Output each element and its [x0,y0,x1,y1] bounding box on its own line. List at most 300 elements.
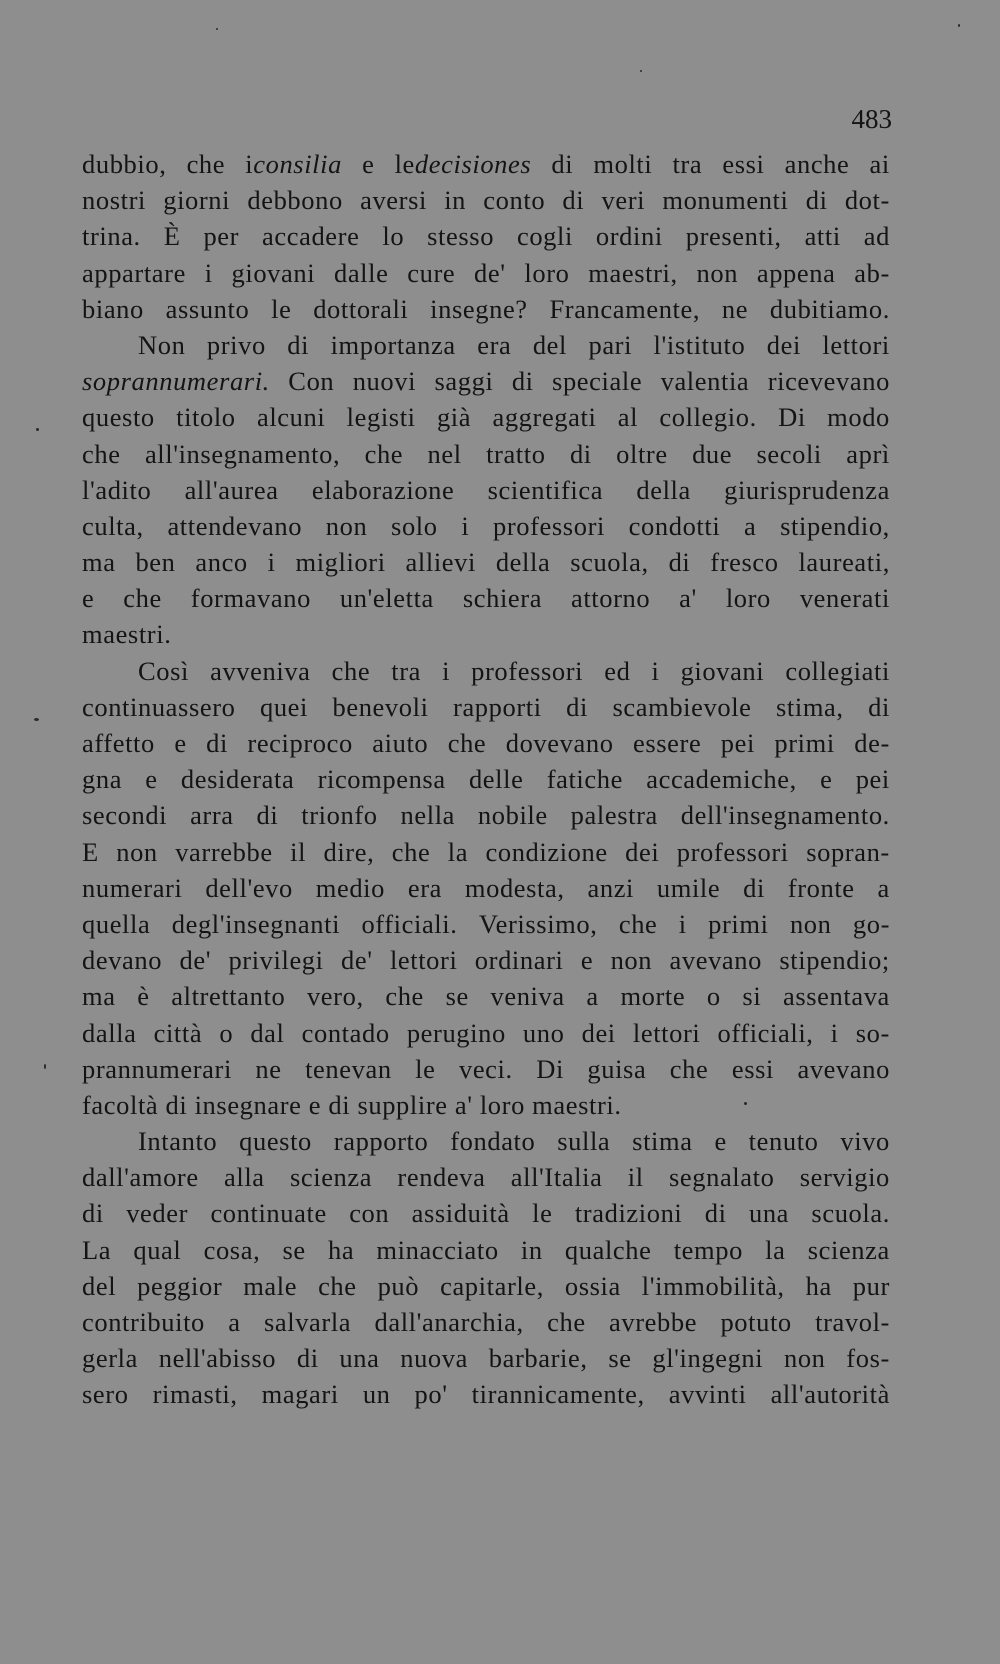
word [283,1232,306,1268]
word [720,1304,791,1340]
word-part: veniva [490,981,565,1012]
scan-speck [44,1064,46,1069]
word [551,146,573,182]
word-part: vivo [840,1126,890,1157]
word-part: che [391,836,431,867]
word [681,653,765,689]
word [517,218,573,254]
word-part: pari [588,329,633,360]
word [415,1376,448,1412]
word [357,1087,447,1123]
word-part: veri [601,185,646,216]
word [846,1340,890,1376]
word [385,978,424,1014]
word-part: non [789,908,832,939]
word-part: vero, [306,981,364,1012]
word-part: che [82,438,121,469]
word-part: sopran- [806,836,890,867]
word-part: biano [82,293,144,324]
word [407,255,455,291]
word-part: valentia [660,366,750,397]
word [724,472,890,508]
word [523,1015,565,1051]
word-part: aiuto [372,728,429,758]
word-part: assentava [782,981,890,1012]
word-part: de' [179,945,212,976]
word [570,544,649,580]
word [853,1268,890,1304]
word [391,653,421,689]
word [475,942,564,978]
word [547,761,623,797]
word [382,218,404,254]
word [765,1232,785,1268]
word [268,544,276,580]
word-part: stipendio, [780,510,890,541]
word [262,218,359,254]
word-part: de- [854,728,890,758]
word-part: i [461,510,470,541]
word [205,255,213,291]
word-part: dottorali [313,293,409,324]
word [392,834,431,870]
word-part: ad [863,221,890,252]
word-part: nel [427,438,462,469]
text-line [82,580,890,616]
word [290,1159,372,1195]
word-part: dire, [323,836,375,867]
word-part: di [328,1089,351,1120]
word-part: tirannicamente, [471,1379,645,1410]
word-part: dall'amore [82,1162,199,1193]
word [616,436,668,472]
word-part: di [668,547,691,578]
word-part: dell'insegnamento. [680,800,890,831]
word-part: scambievole [612,691,752,722]
italic-word: decisiones [414,149,532,179]
word-part: fronte [787,872,855,903]
word [521,1232,543,1268]
word [547,1304,586,1340]
word [172,906,340,942]
word-part: servigio [799,1162,890,1193]
word [744,508,756,544]
word [378,1268,420,1304]
word [679,906,687,942]
word-part: di [805,185,828,216]
word-part: salvarla [263,1307,352,1337]
word-part: con [349,1198,390,1229]
word-part: che [123,583,162,614]
word-part: trina. [82,221,141,252]
word-part: i [830,1017,839,1048]
word-part: gna [82,764,123,795]
word [82,291,144,327]
word [361,906,457,942]
word [714,1123,726,1159]
word [659,399,756,435]
word [434,363,493,399]
word-part: che [385,981,424,1012]
word-part: il [290,836,307,867]
word [245,146,342,182]
word [341,942,373,978]
word-part: tenevan [305,1053,392,1084]
word-part: a [228,1307,241,1337]
word [260,689,308,725]
word-part: la [765,1234,786,1265]
word-part: lettori [632,1017,701,1048]
word-part: professori [676,836,789,867]
word-part: qual [133,1234,182,1265]
word-part: veci. [458,1053,513,1084]
word [372,725,428,761]
word [604,653,630,689]
word [811,1195,890,1231]
word-part: de' [474,257,506,288]
word-part: e [145,764,158,795]
word [633,725,701,761]
word [453,689,542,725]
word [697,255,739,291]
word-part: prannumerari [82,1053,232,1084]
word-part: go- [852,908,890,939]
word [767,327,801,363]
word [820,761,832,797]
word [82,182,146,218]
word-part: collegiati [785,655,890,686]
word-part: ma [82,981,116,1012]
word-part: ha [805,1270,832,1301]
word [798,544,889,580]
word-part: nuova [400,1343,468,1374]
word [340,580,434,616]
word-part: i [678,908,687,939]
text-line [82,1051,890,1087]
word-part: quei [259,691,309,722]
word [588,255,677,291]
word [442,653,450,689]
word [575,1195,683,1231]
word [805,218,841,254]
word-part: secoli [756,438,822,469]
word [633,1015,701,1051]
word-part: palestra [570,800,658,831]
word [334,1123,429,1159]
word-part: di [569,438,592,469]
word [652,653,660,689]
word [582,1015,616,1051]
word [82,725,155,761]
word [549,291,700,327]
word-part: so- [855,1017,890,1048]
word-part: se [445,981,469,1012]
word-part: po' [414,1379,448,1410]
word-part: delle [468,764,524,795]
word [472,1376,645,1412]
word [154,1015,203,1051]
word-part: e [714,1126,727,1157]
word-part: primi [708,908,769,939]
body-text [82,146,890,1413]
word [82,689,236,725]
word-part: segnalato [668,1162,775,1193]
word [219,1015,233,1051]
word-part: dei [625,836,660,867]
word [290,834,306,870]
text-line [82,1340,890,1376]
word [620,978,685,1014]
word-part: rimasti, [152,1379,238,1410]
word-part: tratto [486,438,546,469]
word-part: di [868,691,890,722]
word [401,797,456,833]
word [669,1159,774,1195]
word [297,1340,319,1376]
word-part: non [783,1343,826,1374]
word [493,508,605,544]
word-part: non [610,945,653,976]
word-part: nuovi [352,366,417,397]
word-part: maestri, [588,257,678,288]
word [446,978,469,1014]
word [722,146,764,182]
word-part: a [586,981,599,1012]
italic-word: consilia [253,149,342,179]
word [190,797,234,833]
word [612,689,751,725]
word [181,761,294,797]
word [662,182,788,218]
word-part: era [407,872,443,903]
word [376,1232,498,1268]
word-part: varrebbe [175,836,273,867]
word-part: culta, [82,510,144,541]
word [448,834,468,870]
word-part: fatiche [546,764,623,795]
word [179,942,211,978]
word [412,1195,510,1231]
word [779,942,890,978]
word-part: perugino [406,1017,506,1048]
italic-word: soprannumerari. [82,366,270,397]
word-part: insegne? [430,293,528,324]
word-part: anche [784,149,850,179]
word-part: cure [407,257,456,288]
word [326,508,368,544]
word-part: cogli [516,221,573,252]
scan-speck [216,28,218,30]
word [187,146,226,182]
word-part: ordinari [474,945,564,976]
word [82,1340,138,1376]
word-part: molti [593,149,653,179]
word-part: E [82,836,99,867]
scan-speck [744,1102,747,1105]
word-part: titolo [176,402,236,433]
word [82,834,99,870]
scan-speck [34,718,39,721]
word [856,761,890,797]
word [204,1232,261,1268]
word-part: La [82,1234,112,1265]
word [415,1051,435,1087]
word [318,761,446,797]
text-line [82,1232,890,1268]
word [636,472,691,508]
word [332,653,371,689]
word-part: dovevano [505,728,614,758]
word-part: travol- [815,1307,890,1337]
word-part: a [744,510,757,541]
word-part: de' [340,945,373,976]
word [469,761,524,797]
word-part: di [82,1198,104,1229]
word [137,1268,222,1304]
word-part: sulla [557,1126,611,1157]
word-part: scientifica [487,474,604,505]
word-part: Di [536,1053,564,1084]
word-part: che [547,1307,586,1337]
word [82,1159,199,1195]
word [257,399,325,435]
word [611,942,653,978]
word [295,544,385,580]
word [316,870,385,906]
word [806,182,828,218]
word [437,399,471,435]
word-part: reciproco [247,728,353,758]
word-part: desiderata [180,764,295,795]
text-line [82,942,890,978]
word-part: e [82,583,95,614]
word-part: stima [632,1126,693,1157]
text-line [82,218,890,254]
word-part: aggregati [492,402,597,433]
word-part: elaborazione [311,474,455,505]
word [672,146,702,182]
word [288,363,334,399]
word [331,327,456,363]
word [532,1195,552,1231]
word [562,182,584,218]
word [430,291,528,327]
word-part: collegio. [659,402,757,433]
word [654,327,746,363]
word [332,689,428,725]
word [785,146,850,182]
word-part: ma [82,547,116,578]
word [82,1268,116,1304]
word-part: che [364,438,404,469]
word-part: se [608,1343,632,1374]
text-line [82,399,890,435]
word [250,1015,284,1051]
word-part: non [696,257,739,288]
word [486,436,546,472]
word-part: essi [722,149,765,179]
word [82,146,166,182]
word [407,1015,506,1051]
word [206,725,228,761]
word-part: altrettanto [171,981,286,1012]
word-part: a' [679,583,697,614]
word-part: o [219,1017,234,1048]
word [406,544,476,580]
word [868,689,890,725]
word [328,1087,350,1123]
word-part: fos- [846,1343,890,1374]
word-part: È [163,221,181,252]
text-line [82,363,890,399]
word [878,870,890,906]
word [776,689,844,725]
word-part: pei [720,728,755,758]
word [195,544,247,580]
word-part: ed [604,655,631,686]
word [82,399,155,435]
word [309,1087,321,1123]
word-part: di [704,1198,727,1229]
word [864,218,890,254]
word [710,544,778,580]
word [797,1051,890,1087]
word-part: condizione [485,836,608,867]
word [408,870,442,906]
word-part: avvinti [668,1379,747,1410]
word [686,218,782,254]
word-part: umile [656,872,721,903]
word [524,255,569,291]
word [133,1232,181,1268]
word-part: le [271,293,292,324]
word-part: aversi [360,185,427,216]
word [581,942,593,978]
text-line [82,1123,890,1159]
word [339,1340,379,1376]
word [552,363,642,399]
word [496,544,551,580]
word [632,1123,692,1159]
word [207,327,266,363]
word [428,436,462,472]
word-part: ben [135,547,176,578]
word-part: appena [756,257,836,288]
word-part: uno [522,1017,565,1048]
word [783,978,890,1014]
word-part: dubitiamo. [769,293,890,324]
word [705,1195,727,1231]
word [362,146,374,182]
text-line [82,291,890,327]
word [808,1232,890,1268]
word [478,797,548,833]
word-part: di [296,1343,319,1374]
word-part: dei [581,1017,616,1048]
word-part: non [116,836,158,867]
word [565,1268,621,1304]
word-part: l'istituto [653,329,746,360]
word-part: l'immobilità, [641,1270,785,1301]
word-part: dalle [333,257,389,288]
word [82,363,270,399]
word [82,1087,158,1123]
word-part: importanza [330,329,456,360]
word [82,1195,104,1231]
word-part: è [137,981,150,1012]
word [571,797,658,833]
word-part: di [551,149,574,179]
